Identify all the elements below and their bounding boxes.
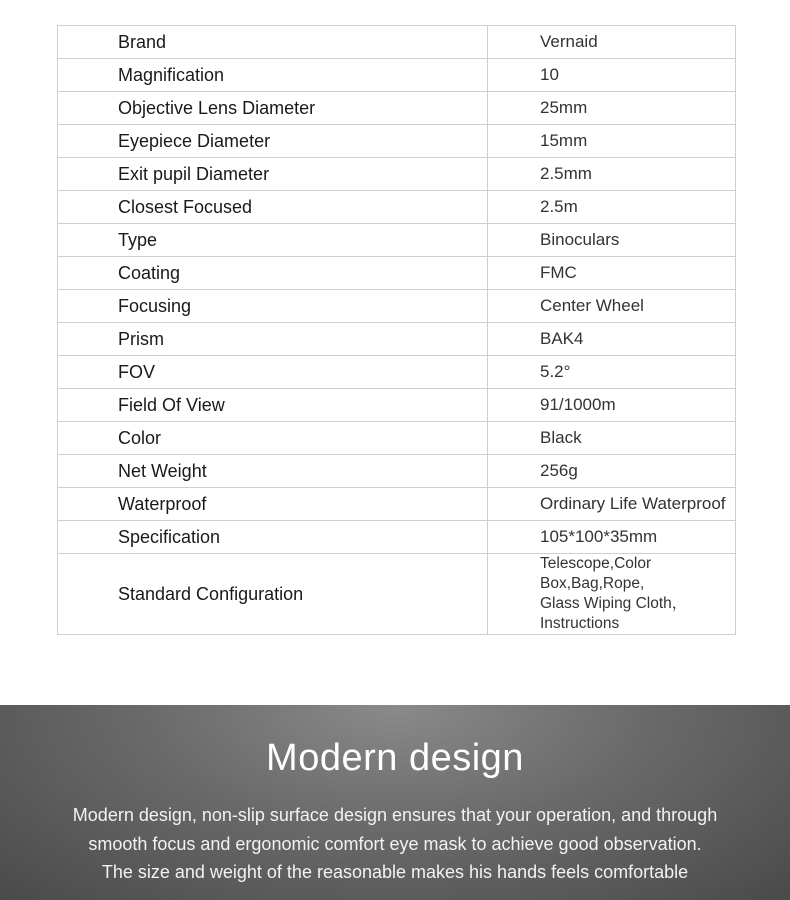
spec-value: BAK4 <box>488 323 736 356</box>
description-line: Modern design, non-slip surface design ensures that your operation, and through <box>72 805 718 825</box>
table-row <box>58 554 736 635</box>
spec-value: Binoculars <box>488 224 736 257</box>
description-line: smooth focus and ergonomic comfort eye mask to achieve good observation. <box>88 833 702 854</box>
spec-value: 256g <box>488 455 736 488</box>
spec-value: 5.2° <box>488 356 736 389</box>
spec-key: Objective Lens Diameter <box>58 92 488 125</box>
spec-value: Ordinary Life Waterproof <box>488 488 736 521</box>
spec-value: 91/1000m <box>488 389 736 422</box>
spec-key: Prism <box>58 323 488 356</box>
spec-value: 2.5m <box>488 191 736 224</box>
table-row <box>58 356 736 389</box>
table-row <box>58 488 736 521</box>
spec-key: Eyepiece Diameter <box>58 125 488 158</box>
table-row <box>58 323 736 356</box>
spec-key: Field Of View <box>58 389 488 422</box>
table-row <box>58 455 736 488</box>
spec-value: Center Wheel <box>488 290 736 323</box>
spec-value: 10 <box>488 59 736 92</box>
table-row <box>58 257 736 290</box>
table-row <box>58 125 736 158</box>
spec-value: Black <box>488 422 736 455</box>
spec-key: Exit pupil Diameter <box>58 158 488 191</box>
spec-key: Brand <box>58 26 488 59</box>
table-row <box>58 290 736 323</box>
section-title: Modern design <box>266 737 524 779</box>
table-row <box>58 422 736 455</box>
spec-key: Focusing <box>58 290 488 323</box>
spec-key: Waterproof <box>58 488 488 521</box>
spec-key: Closest Focused <box>58 191 488 224</box>
spec-key: Magnification <box>58 59 488 92</box>
spec-value: 105*100*35mm <box>488 521 736 554</box>
spec-key: Coating <box>58 257 488 290</box>
spec-value <box>488 554 736 635</box>
section-description <box>40 801 750 887</box>
table-row <box>58 92 736 125</box>
spec-key: Standard Configuration <box>58 554 488 635</box>
spec-value: 25mm <box>488 92 736 125</box>
spec-value: Vernaid <box>488 26 736 59</box>
table-row <box>58 389 736 422</box>
spec-value: 15mm <box>488 125 736 158</box>
spec-value: 2.5mm <box>488 158 736 191</box>
spec-key: FOV <box>58 356 488 389</box>
spec-key: Specification <box>58 521 488 554</box>
table-row <box>58 191 736 224</box>
spec-table <box>57 25 736 635</box>
modern-design-banner <box>0 705 790 900</box>
spec-key: Color <box>58 422 488 455</box>
spec-value-line: Glass Wiping Cloth， Instructions <box>540 595 688 632</box>
description-line: The size and weight of the reasonable makes his hands feels comfortable <box>101 862 689 882</box>
table-row <box>58 26 736 59</box>
spec-value: FMC <box>488 257 736 290</box>
spec-key: Net Weight <box>58 455 488 488</box>
spec-value-line: Telescope,Color Box,Bag,Rope, <box>540 555 652 592</box>
table-row <box>58 59 736 92</box>
spec-key: Type <box>58 224 488 257</box>
table-row <box>58 224 736 257</box>
table-row <box>58 521 736 554</box>
table-row <box>58 158 736 191</box>
